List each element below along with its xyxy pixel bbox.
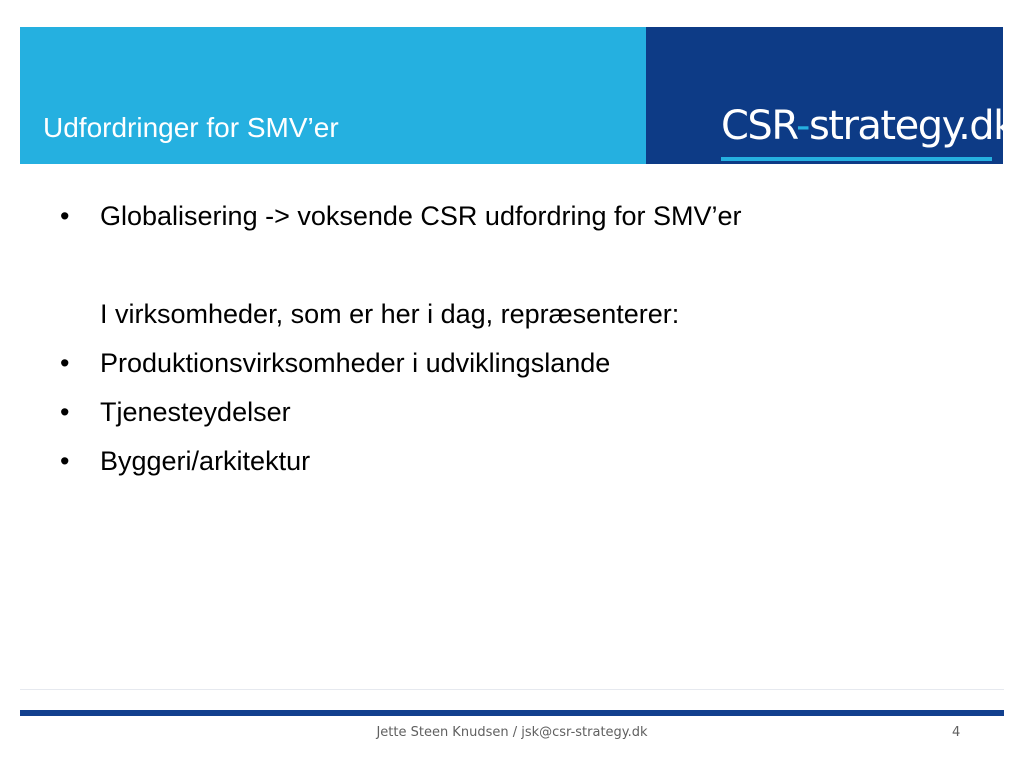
footer-author: Jette Steen Knudsen / jsk@csr-strategy.dk (376, 725, 648, 740)
bullet-marker-1: • (60, 201, 70, 231)
intro-text: I virksomheder, som er her i dag, repræsenterer: (100, 299, 680, 329)
logo-tail-text: strategy.dk (808, 103, 1015, 149)
bullet-item-globalisering: Globalisering -> voksende CSR udfordring for SMV’er (100, 201, 742, 231)
footer-divider-main (20, 710, 1004, 716)
bullet-marker-2: • (60, 348, 70, 378)
page-number: 4 (952, 725, 961, 740)
bullet-item-byggeri: Byggeri/arkitektur (100, 446, 311, 476)
logo-main-text: CSR (721, 103, 796, 149)
logo-dash: - (796, 103, 809, 149)
bullet-item-tjenesteydelser: Tjenesteydelser (100, 397, 291, 427)
bullet-item-produktion: Produktionsvirksomheder i udviklingslande (100, 348, 611, 378)
bullet-marker-3: • (60, 397, 70, 427)
footer-divider-light (20, 689, 1004, 690)
bullet-marker-4: • (60, 446, 70, 476)
page-title: Udfordringer for SMV’er (43, 112, 339, 143)
